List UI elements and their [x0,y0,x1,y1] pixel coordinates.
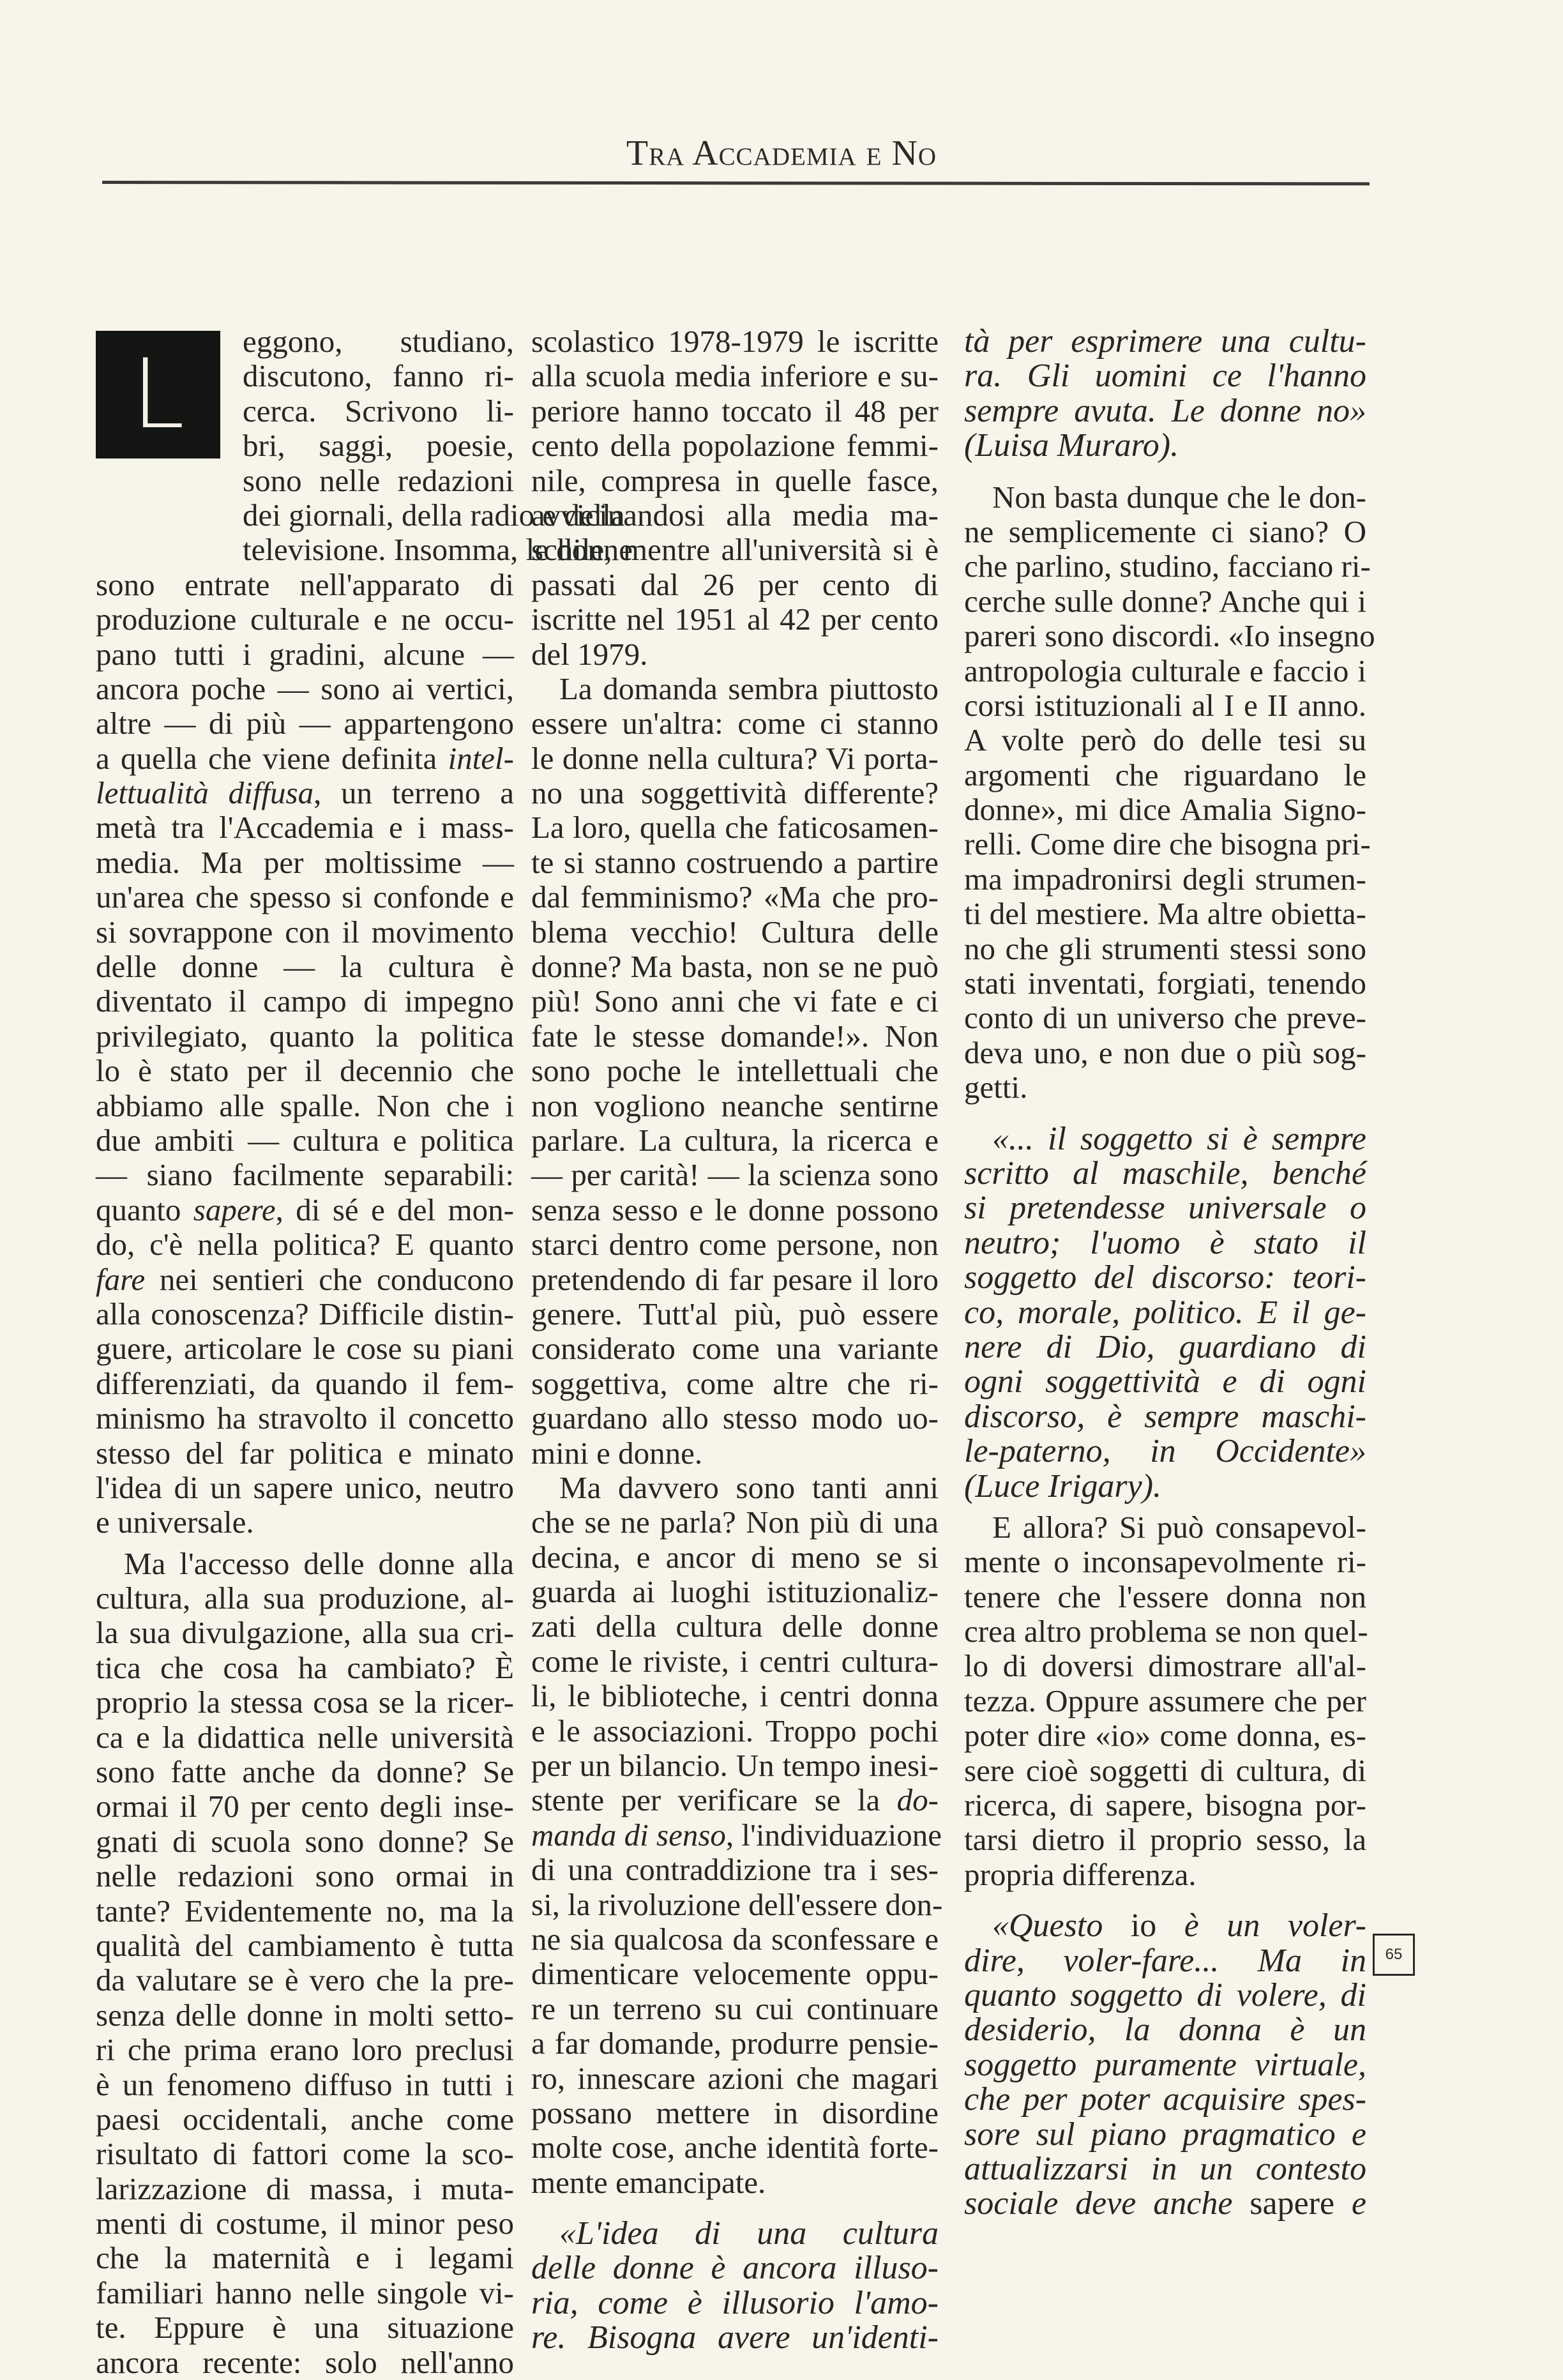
text-line: ma impadronirsi degli strumen- [964,861,1366,897]
text-line: considerato come una variante [531,1331,939,1367]
text-line: «Questo io è un voler- [992,1907,1366,1944]
text-line: pano tutti i gradini, alcune — [96,636,514,672]
text-line: ancora poche — sono ai vertici, [96,671,514,706]
text-line: che se ne parla? Non più di una [531,1505,939,1540]
text-line: molte cose, anche identità forte- [531,2130,939,2165]
column-3-lines-b [964,1510,1366,1892]
text-line: tarsi dietro il proprio sesso, la [964,1822,1366,1858]
text-line: (Luce Irigary). [964,1467,1162,1505]
text-line: conto di un universo che preve- [964,1000,1366,1036]
text-line: schile, mentre all'università si è [531,532,939,568]
text-line: ra. Gli uomini ce l'hanno [964,358,1366,395]
text-line: mini e donne. [531,1435,703,1471]
text-line: quanto sapere, di sé e del mon- [96,1192,514,1227]
text-line: tezza. Oppure assumere che per [964,1683,1366,1718]
text-line: gnati di scuola sono donne? Se [96,1823,514,1859]
text-line: sempre avuta. Le donne no» [964,392,1366,429]
column-3 [964,323,1375,2222]
text-line: larizzazione di massa, i muta- [96,2171,514,2206]
text-line: televisione. Insomma, le donne [243,532,633,568]
text-line: per un bilancio. Un tempo inesi- [531,1748,939,1784]
text-line: scritto al maschile, benché [964,1155,1366,1192]
text-line: e le associazioni. Troppo pochi [531,1713,939,1748]
text-line: essere un'altra: come ci stanno [531,706,939,741]
text-line: l'idea di un sapere unico, neutro [96,1469,514,1505]
text-line: te si stanno costruendo a partire [531,844,939,880]
text-line: più! Sono anni che vi fate e ci [531,983,939,1019]
text-line: nelle redazioni sono ormai in [96,1858,514,1894]
text-line: manda di senso, l'individuazione [531,1817,942,1853]
text-line: lo di doversi dimostrare all'al- [964,1648,1366,1684]
text-line: stati inventati, forgiati, tenendo [964,966,1366,1001]
text-line: zati della cultura delle donne [531,1609,939,1644]
text-line: genere. Tutt'al più, può essere [531,1296,939,1331]
text-line: (Luisa Muraro). [964,427,1179,464]
text-line: Ma l'accesso delle donne alla [124,1545,514,1581]
text-line: dei giornali, della radio e della [243,497,625,533]
text-line: guardano allo stesso modo uo- [531,1400,939,1436]
text-line: metà tra l'Accademia e i mass- [96,810,514,845]
text-line: risultato di fattori come la sco- [96,2136,514,2172]
text-line: ogni soggettività e di ogni [964,1363,1366,1400]
text-line: lettualità diffusa, un terreno a [96,775,515,811]
text-line: cento della popolazione femmi- [531,428,939,464]
text-line: pareri sono discordi. «Io insegno [964,618,1375,654]
text-line: propria differenza. [964,1856,1197,1892]
text-line: cerche sulle donne? Anche qui i [964,583,1366,619]
text-line: donne? Ma basta, non se ne può [531,949,939,985]
text-line: un'area che spesso si confonde e [96,879,514,915]
text-line: scolastico 1978-1979 le iscritte [531,324,939,359]
dropcap-letter: L [96,331,220,459]
text-line: Ma davvero sono tanti anni [559,1469,939,1505]
text-line: fate le stesse domande!». Non [531,1018,939,1054]
text-line: mente emancipate. [531,2164,766,2200]
text-line: senza sesso e le donne possono [531,1192,939,1227]
text-line: ormai il 70 per cento degli inse- [96,1789,514,1824]
text-line: iscritte nel 1951 al 42 per cento [531,602,939,637]
text-line: proprio la stessa cosa se la ricer- [96,1685,514,1720]
text-line: ria, come è illusorio l'amo- [531,2284,939,2321]
text-line: si pretendesse universale o [964,1190,1366,1227]
text-line: tante? Evidentemente no, ma la [96,1893,514,1929]
text-line: periore hanno toccato il 48 per [531,393,939,428]
text-line: delle donne è ancora illuso- [531,2250,939,2287]
text-line: ro, innescare azioni che magari [531,2060,939,2096]
text-line: dal femminismo? «Ma che pro- [531,879,939,915]
text-line: non vogliono neanche sentirne [531,1088,939,1123]
text-line: avvicinandosi alla media ma- [531,497,939,533]
text-line: sere cioè soggetti di cultura, di [964,1752,1366,1788]
text-line: che per poter acquisire spes- [964,2081,1366,2118]
text-line: ricerca, di sapere, bisogna por- [964,1787,1366,1823]
text-line: di una contraddizione tra i ses- [531,1852,939,1888]
text-line: soggetto puramente virtuale, [964,2046,1366,2083]
text-line: eggono, studiano, [243,324,514,359]
text-line: decina, e ancor di meno se si [531,1539,939,1575]
text-line: sono entrate nell'apparato di [96,566,514,602]
text-line: che la maternità e i legami [96,2240,514,2276]
text-line: familiari hanno nelle singole vi- [96,2275,514,2310]
text-line: re un terreno su cui continuare [531,1990,939,2026]
text-line: re. Bisogna avere un'identi- [531,2319,939,2356]
text-line: menti di costume, il minor peso [96,2206,514,2241]
text-line: sono poche le intellettuali che [531,1053,939,1089]
text-line: parlare. La cultura, la ricerca e [531,1122,939,1158]
text-line: e universale. [96,1505,254,1540]
pull-quote-muraro [531,2217,939,2356]
text-line: argomenti che riguardano le [964,757,1366,792]
text-line: pretendendo di far pesare il loro [531,1261,939,1297]
text-line: le donne nella cultura? Vi porta- [531,740,939,776]
text-line: La domanda sembra piuttosto [559,671,939,706]
text-line: sociale deve anche sapere e [964,2185,1366,2222]
text-line: tenere che l'essere donna non [964,1579,1366,1614]
text-line: ne sia qualcosa da sconfessare e [531,1921,939,1957]
text-line: media. Ma per moltissime — [96,844,514,880]
text-line: nile, compresa in quelle fasce, [531,462,939,498]
text-line: privilegiato, quanto la politica [96,1018,514,1054]
text-line: — siano facilmente separabili: [96,1157,514,1193]
text-line: discorso, è sempre maschi- [964,1398,1366,1435]
text-line: — per carità! — la scienza sono [531,1157,939,1193]
text-line: co, morale, politico. E il ge- [964,1294,1366,1331]
text-line: discutono, fanno ri- [243,358,514,394]
column-2 [531,324,943,2356]
text-line: passati dal 26 per cento di [531,566,939,602]
text-line: «L'idea di una cultura [559,2215,939,2252]
text-line: fare nei sentieri che conducono [96,1261,514,1297]
text-line: come le riviste, i centri cultura- [531,1643,939,1679]
text-line: paesi occidentali, anche come [96,2101,514,2137]
text-line: blema vecchio! Cultura delle [531,914,939,950]
pull-quote-irigaray [964,1122,1366,1504]
text-line: no che gli strumenti stessi sono [964,930,1366,966]
column-3-lines [964,479,1375,1105]
text-line: si, la rivoluzione dell'essere don- [531,1886,943,1922]
text-line: bri, saggi, poesie, [243,428,514,464]
text-line: tà per esprimere una cultu- [964,323,1366,360]
text-line: E allora? Si può consapevol- [992,1509,1366,1545]
text-line: è un fenomeno diffuso in tutti i [96,2066,514,2102]
text-line: soggetto del discorso: teori- [964,1259,1366,1296]
text-line: si sovrappone con il movimento [96,914,514,950]
text-line: stente per verificare se la do- [531,1782,939,1818]
text-line: corsi istituzionali al I e II anno. [964,687,1366,723]
text-line: mente o inconsapevolmente ri- [964,1544,1366,1580]
text-line: attualizzarsi in un contesto [964,2150,1366,2187]
text-line: lo è stato per il decennio che [96,1053,514,1089]
text-line: poter dire «io» come donna, es- [964,1718,1366,1754]
text-line: altre — di più — appartengono [96,706,514,741]
text-line: diventato il campo di impegno [96,983,514,1019]
page-number: 65 [1373,1934,1415,1976]
text-line: deva uno, e non due o più sog- [964,1035,1366,1070]
text-line: sore sul piano pragmatico e [964,2116,1366,2153]
text-line: due ambiti — cultura e politica [96,1122,514,1158]
text-line: senza delle donne in molti setto- [96,1997,514,2033]
text-line: delle donne — la cultura è [96,949,514,985]
text-line: minismo ha stravolto il concetto [96,1400,514,1436]
text-line: alla scuola media inferiore e su- [531,358,939,394]
text-line: ne semplicemente ci siano? O [964,513,1366,549]
text-line: La loro, quella che faticosamen- [531,810,939,845]
text-line: ti del mestiere. Ma altre obietta- [964,896,1366,932]
text-line: tica che cosa ha cambiato? È [96,1649,514,1685]
text-line: del 1979. [531,636,648,672]
text-line: ri che prima erano loro preclusi [96,2032,514,2068]
pull-quote-questo-io [964,1909,1366,2222]
text-line: neutro; l'uomo è stato il [964,1224,1366,1261]
text-line: a far domande, produrre pensie- [531,2026,939,2061]
text-line: ca e la didattica nelle università [96,1719,514,1755]
text-line: do, c'è nella politica? E quanto [96,1227,514,1262]
text-line: dire, voler-fare... Ma in [964,1942,1366,1979]
text-line: te. Eppure è una situazione [96,2310,514,2346]
text-line: che parlino, studino, facciano ri- [964,549,1371,584]
text-line: abbiamo alle spalle. Non che i [96,1088,514,1123]
dropcap-block [96,331,231,540]
text-line: qualità del cambiamento è tutta [96,1927,514,1963]
text-line: a quella che viene definita intel- [96,740,514,776]
text-line: donne», mi dice Amalia Signo- [964,792,1366,828]
text-line: quanto soggetto di volere, di [964,1976,1366,2013]
text-line: alla conoscenza? Difficile distin- [96,1296,514,1331]
text-line: sono fatte anche da donne? Se [96,1754,514,1790]
column-2-lines [531,324,943,2200]
text-line: guarda ai luoghi istituzionaliz- [531,1574,939,1610]
text-line: soggettiva, come altre che ri- [531,1365,939,1401]
running-head: Tra Accademia e No [626,133,937,173]
text-line: le-paterno, in Occidente» [964,1433,1366,1470]
text-line: starci dentro come persone, non [531,1227,939,1262]
text-line: li, le biblioteche, i centri donna [531,1678,939,1714]
text-line: guere, articolare le cose su piani [96,1331,514,1367]
text-line: stesso del far politica e minato [96,1435,514,1471]
text-line: da valutare se è vero che la pre- [96,1962,514,1998]
text-line: differenziati, da quando il fem- [96,1365,514,1401]
text-line: relli. Come dire che bisogna pri- [964,826,1371,862]
text-line: Non basta dunque che le don- [992,479,1366,515]
text-line: possano mettere in disordine [531,2095,939,2130]
pull-quote-muraro-cont [964,324,1366,464]
text-line: antropologia culturale e faccio i [964,653,1366,688]
text-line: cultura, alla sua produzione, al- [96,1580,514,1616]
text-line: sono nelle redazioni [243,462,514,498]
text-line: no una soggettività differente? [531,775,939,811]
text-line: crea altro problema se non quel- [964,1614,1368,1649]
text-line: la sua divulgazione, alla sua cri- [96,1615,514,1651]
text-line: nere di Dio, guardiano di [964,1328,1366,1365]
text-line: desiderio, la donna è un [964,2012,1366,2049]
text-line: produzione culturale e ne occu- [96,602,514,637]
text-line: ancora recente: solo nell'anno [96,2344,514,2380]
text-line: getti. [964,1070,1028,1105]
text-line: cerca. Scrivono li- [243,393,514,428]
text-line: A volte però do delle tesi su [964,722,1366,758]
header-rule [102,181,1370,185]
text-line: dimenticare velocemente oppu- [531,1956,939,1992]
text-line: «... il soggetto si è sempre [992,1120,1366,1157]
